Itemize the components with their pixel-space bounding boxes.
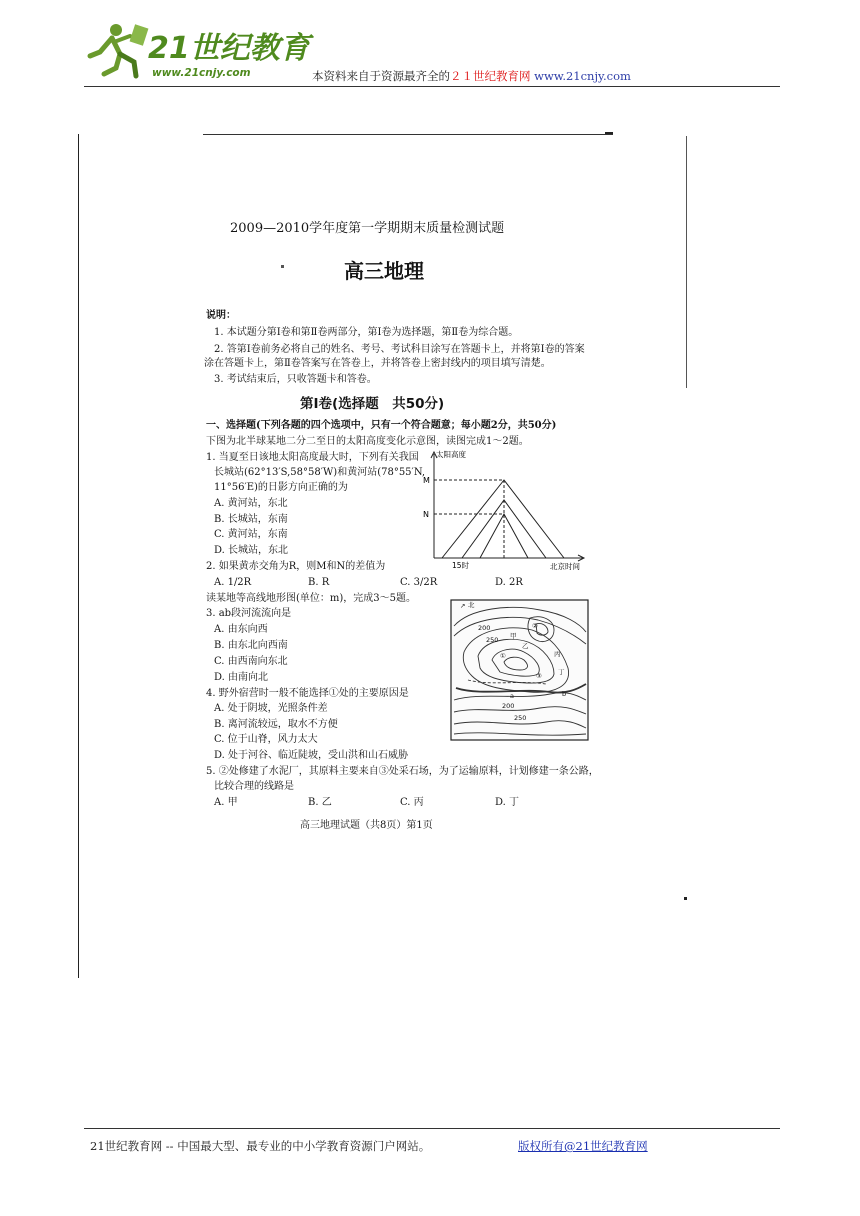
answer-option: B. 长城站，东南 (214, 514, 288, 525)
footer-text: 21世纪教育网 -- 中国最大型、最专业的中小学教育资源门户网站。 (90, 1139, 431, 1153)
question-stem: 11°56′E)的日影方向正确的为 (214, 482, 348, 493)
y-axis-label: 太阳高度 (436, 450, 466, 459)
route-label: 乙 (522, 642, 529, 650)
solar-altitude-diagram (418, 448, 588, 572)
footer-copyright-link[interactable]: 版权所有@21世纪教育网 (518, 1139, 648, 1153)
header-note-prefix: 本资料来自于资源最齐全的 (312, 69, 450, 83)
header-brand-link[interactable]: ２１世纪教育网 (450, 69, 531, 83)
scan-right-edge (686, 136, 687, 388)
x-tick-label: 15时 (452, 561, 470, 570)
site-logo[interactable] (86, 18, 310, 84)
answer-option: B. 由东北向西南 (214, 640, 288, 651)
runner-icon (90, 24, 148, 76)
site-label: ② (532, 622, 538, 630)
altitude-curve (442, 480, 564, 558)
section-heading: 一、选择题(下列各题的四个选项中，只有一个符合题意；每小题2分，共50分) (206, 420, 557, 431)
exam-title: 2009—2010学年度第一学期期末质量检测试题 (230, 221, 505, 236)
site-label: ① (500, 652, 506, 660)
answer-option: D. 丁 (495, 797, 520, 808)
m-label: M (423, 476, 430, 485)
question-stem: 1. 当夏至日该地太阳高度最大时，下列有关我国 (206, 452, 419, 463)
part1-title: 第Ⅰ卷(选择题 共50分) (300, 396, 445, 412)
answer-option: A. 由东向西 (214, 624, 268, 635)
answer-option: A. 处于阴坡，光照条件差 (214, 703, 328, 714)
contour-label: 250 (486, 636, 499, 644)
contour-map (450, 596, 590, 742)
answer-option: C. 黄河站，东南 (214, 529, 288, 540)
north-arrow-icon: ↗ (460, 602, 466, 610)
note-line: 涂在答题卡上，第Ⅱ卷答案写在答卷上，并将答卷上密封线内的项目填写清楚。 (204, 358, 551, 369)
note-line: 1. 本试题分第Ⅰ卷和第Ⅱ卷两部分，第Ⅰ卷为选择题，第Ⅱ卷为综合题。 (214, 327, 519, 338)
subject-title: 高三地理 (344, 259, 424, 283)
answer-option: C. 由西南向东北 (214, 656, 288, 667)
n-label: N (423, 510, 429, 519)
route-label: 丁 (558, 668, 565, 676)
answer-option: C. 位于山脊，风力太大 (214, 734, 318, 745)
note-line: 2. 答第Ⅰ卷前务必将自己的姓名、考号、考试科目涂写在答题卡上，并将第Ⅰ卷的答案 (214, 344, 585, 355)
contour-label: 200 (478, 624, 491, 632)
answer-option: B. 乙 (308, 797, 332, 808)
note-line: 3. 考试结束后，只收答题卡和答卷。 (214, 374, 377, 385)
answer-option: B. R (308, 577, 330, 588)
question-stem: 3. ab段河流流向是 (206, 608, 292, 619)
contour-label: 200 (502, 702, 515, 710)
question-stem: 5. ②处修建了水泥厂，其原料主要来自③处采石场，为了运输原料，计划修建一条公路， (206, 766, 599, 777)
scan-left-edge (78, 134, 79, 978)
answer-option: C. 丙 (400, 797, 424, 808)
point-label: b (562, 690, 567, 698)
question-stem: 长城站(62°13′S,58°58′W)和黄河站(78°55′N, (214, 467, 426, 478)
answer-option: D. 2R (495, 577, 523, 588)
answer-option: A. 黄河站，东北 (214, 498, 288, 509)
scan-speck (281, 265, 284, 268)
scan-top-edge (203, 134, 613, 135)
point-label: a (510, 692, 514, 700)
answer-option: D. 长城站，东北 (214, 545, 289, 556)
logo-text: 21世纪教育 (148, 31, 310, 66)
answer-option: C. 3/2R (400, 577, 438, 588)
altitude-curve (462, 500, 546, 558)
contour-label: 250 (514, 714, 527, 722)
logo-url: www.21cnjy.com (152, 67, 251, 79)
north-label: 北 (468, 601, 475, 609)
notes-heading: 说明： (206, 310, 236, 321)
answer-option: D. 由南向北 (214, 672, 269, 683)
answer-option: D. 处于河谷、临近陡坡，受山洪和山石威胁 (214, 750, 409, 761)
route-label: 丙 (554, 650, 561, 658)
question-stem: 2. 如果黄赤交角为R，则M和N的差值为 (206, 561, 386, 572)
header-divider (84, 86, 780, 87)
question-intro: 下图为北半球某地二分二至日的太阳高度变化示意图，读图完成1～2题。 (206, 436, 529, 447)
footer-divider (84, 1128, 780, 1129)
question-intro: 读某地等高线地形图(单位：m)，完成3～5题。 (206, 593, 417, 604)
answer-option: B. 离河流较远，取水不方便 (214, 719, 338, 730)
page-footer: 高三地理试题（共8页）第1页 (300, 820, 433, 831)
answer-option: A. 1/2R (214, 577, 252, 588)
header-url-link[interactable]: www.21cnjy.com (534, 69, 631, 83)
scan-speck (684, 897, 687, 900)
question-stem: 比较合理的线路是 (214, 781, 294, 792)
answer-option: A. 甲 (214, 797, 238, 808)
scan-mark (605, 132, 613, 134)
header-note (312, 68, 631, 84)
x-axis-label: 北京时间 (550, 562, 580, 571)
route-label: 甲 (510, 632, 517, 640)
site-label: ③ (536, 672, 542, 680)
question-stem: 4. 野外宿营时一般不能选择①处的主要原因是 (206, 688, 409, 699)
